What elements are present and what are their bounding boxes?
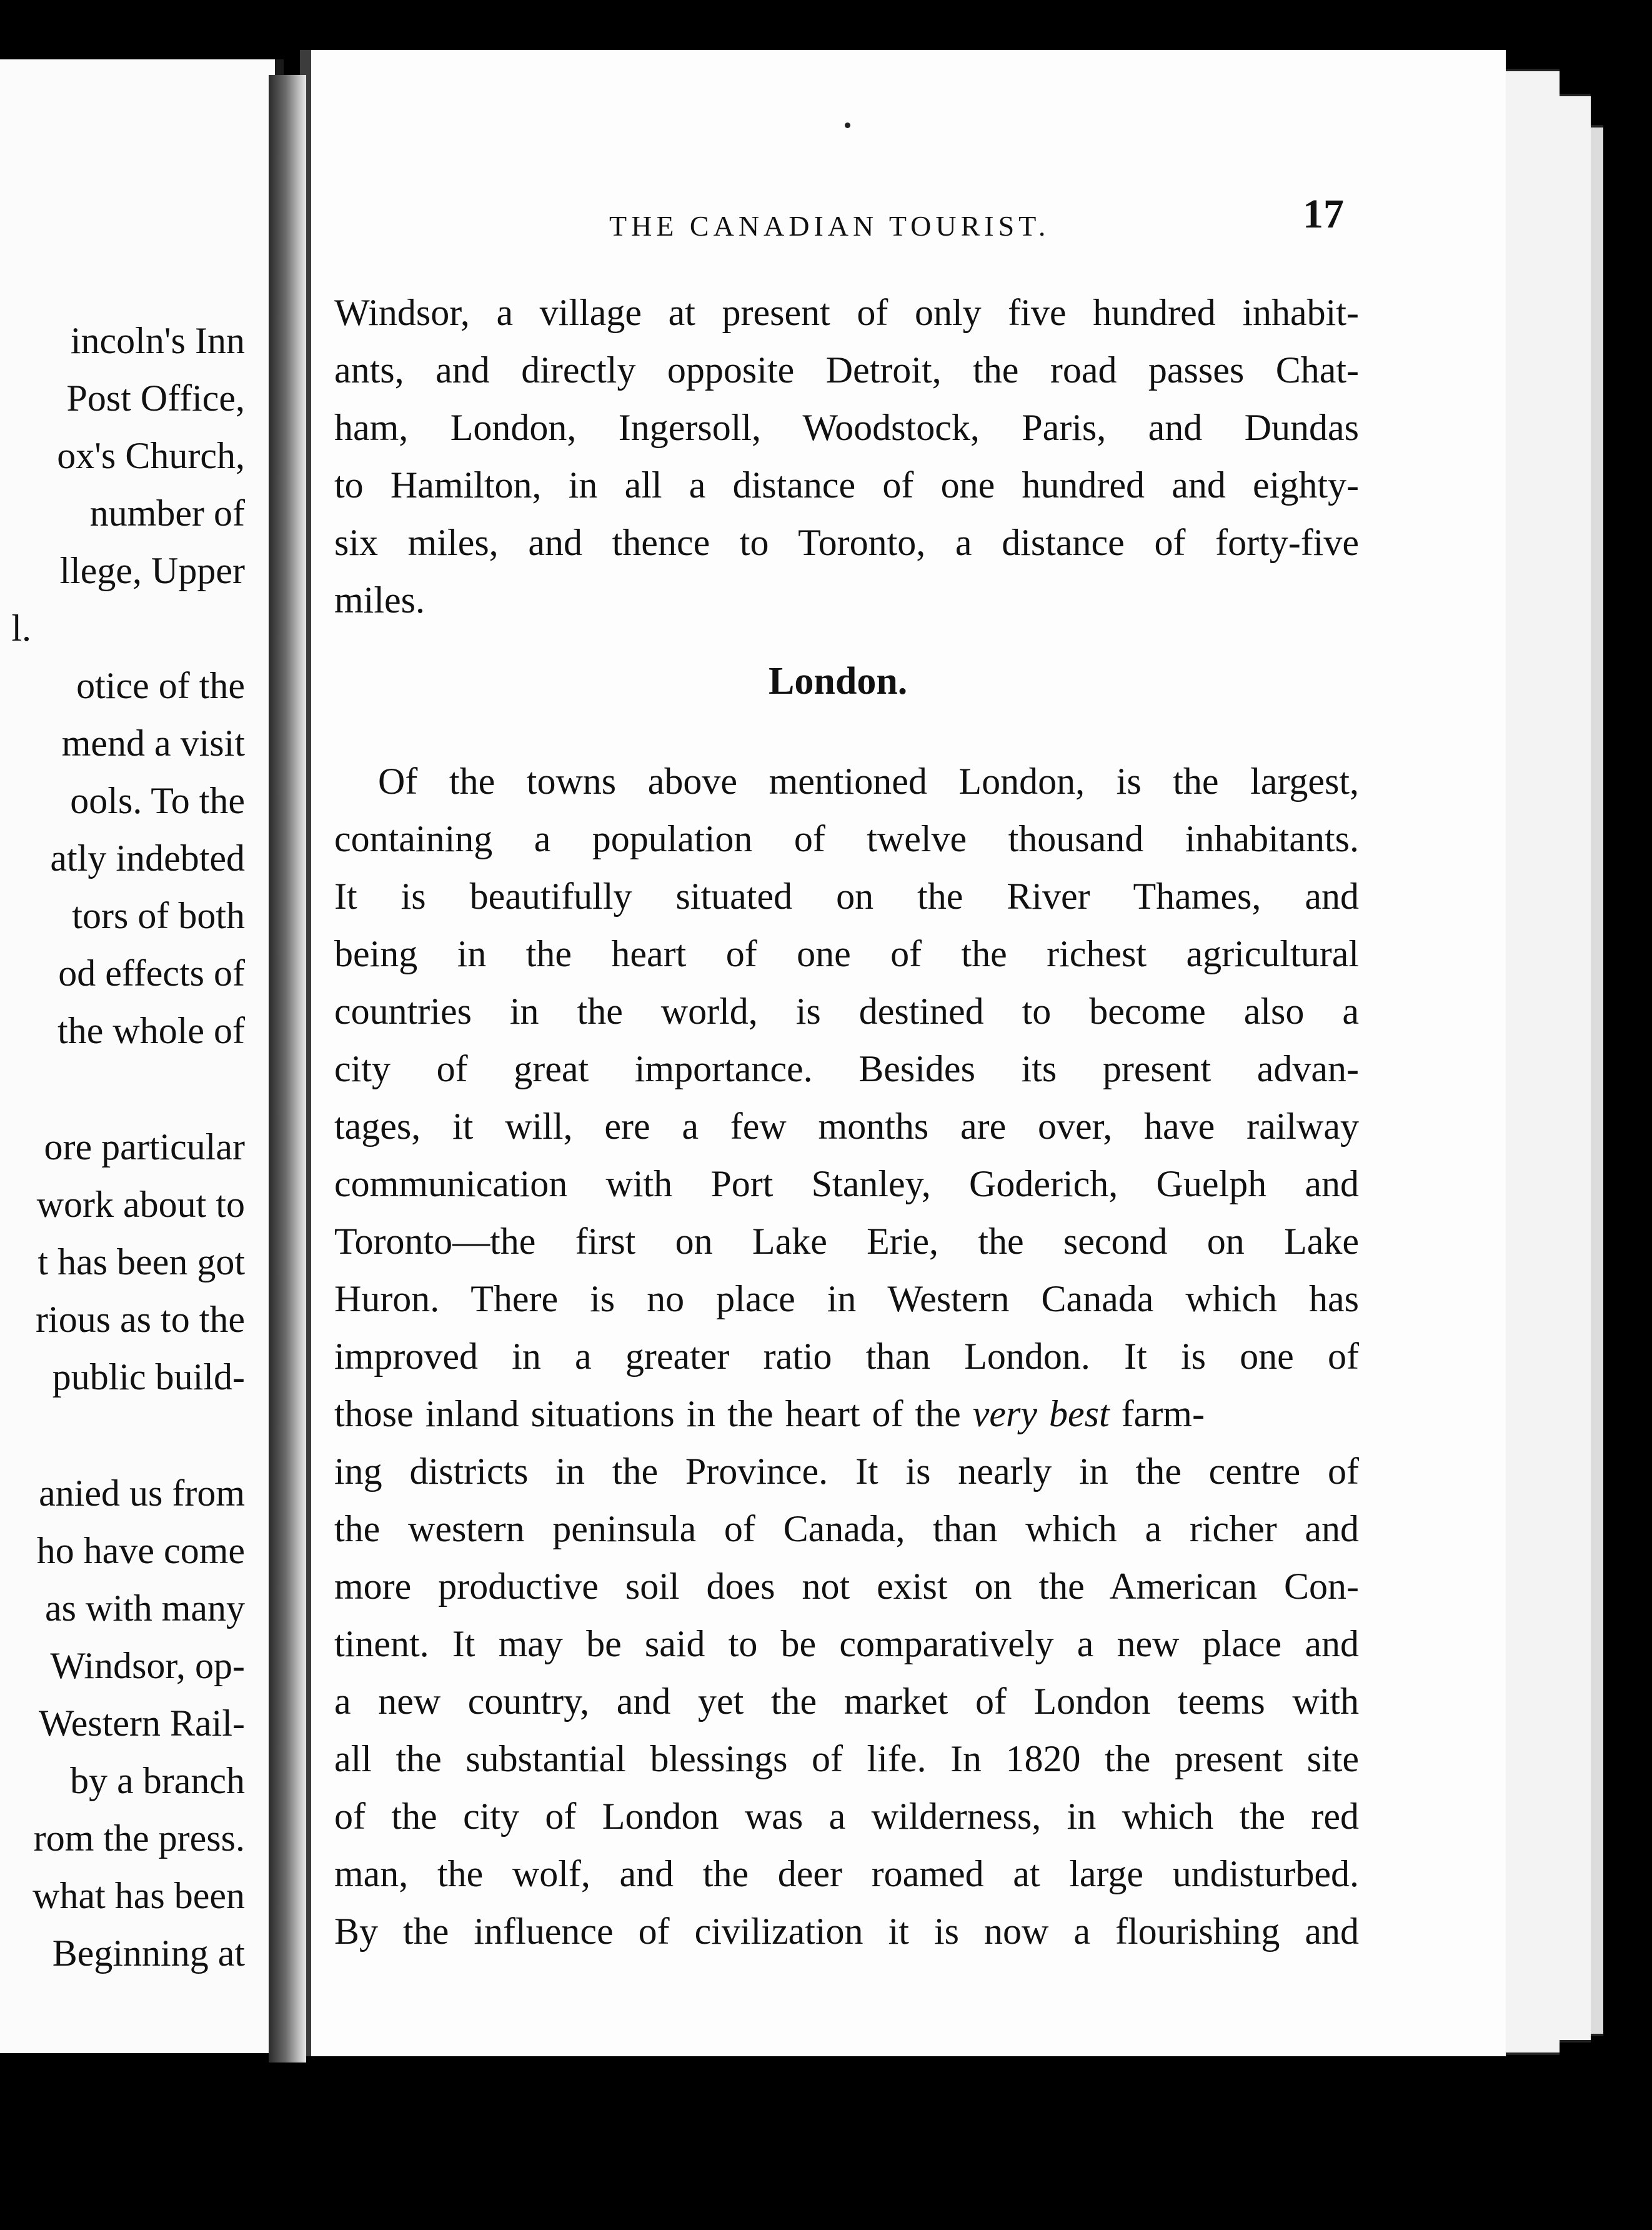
text-line: more productive soil does not exist on the American Con- bbox=[334, 1566, 1359, 1607]
text-line: to Hamilton, in all a distance of one hundred and eighty- bbox=[334, 464, 1359, 506]
left-page-line: t has been got bbox=[37, 1241, 245, 1282]
left-page-line: Post Office, bbox=[66, 378, 245, 419]
left-page-line: as with many bbox=[45, 1588, 245, 1629]
left-page-line: rious as to the bbox=[36, 1299, 245, 1340]
left-page-line: work about to bbox=[36, 1184, 245, 1225]
left-page-line: Windsor, op- bbox=[50, 1645, 245, 1686]
left-page-line: Western Rail- bbox=[38, 1702, 245, 1744]
text-line: being in the heart of one of the richest agricultural bbox=[334, 933, 1359, 974]
text-line: the western peninsula of Canada, than which a richer and bbox=[334, 1508, 1359, 1549]
left-page-line: l. bbox=[11, 608, 31, 649]
text-line: ing districts in the Province. It is nearly in the centre of bbox=[334, 1451, 1359, 1492]
left-page-line: the whole of bbox=[57, 1010, 245, 1051]
text-line: man, the wolf, and the deer roamed at large undisturbed. bbox=[334, 1853, 1359, 1894]
text-line: miles. bbox=[334, 579, 425, 621]
left-page-line: incoln's Inn bbox=[70, 320, 245, 361]
text-line: a new country, and yet the market of London teems with bbox=[334, 1681, 1359, 1722]
text-line: six miles, and thence to Toronto, a distance of forty-five bbox=[334, 522, 1359, 563]
text-line: It is beautifully situated on the River Thames, and bbox=[334, 876, 1359, 917]
text-line: By the influence of civilization it is now a flourishing and bbox=[334, 1911, 1359, 1952]
left-page-line: what has been bbox=[32, 1875, 245, 1916]
text-line: ants, and directly opposite Detroit, the road passes Chat- bbox=[334, 349, 1359, 391]
running-head: THE CANADIAN TOURIST. bbox=[609, 210, 1050, 242]
left-page-line: Beginning at bbox=[52, 1932, 245, 1974]
page-edge bbox=[1500, 69, 1560, 2055]
left-page-line: llege, Upper bbox=[59, 550, 245, 591]
text-segment: farm- bbox=[1121, 1393, 1205, 1434]
text-line: Toronto—the first on Lake Erie, the second on Lake bbox=[334, 1221, 1359, 1262]
text-line: tinent. It may be said to be comparatively a new place and bbox=[334, 1623, 1359, 1664]
text-line: countries in the world, is destined to become also a bbox=[334, 991, 1359, 1032]
ink-speck bbox=[845, 122, 850, 128]
left-page-line: anied us from bbox=[39, 1472, 245, 1514]
left-page-line: atly indebted bbox=[50, 838, 245, 879]
left-page-line: ools. To the bbox=[70, 780, 245, 821]
left-page-line: otice of the bbox=[76, 665, 245, 706]
emphasis-text: very best bbox=[972, 1393, 1110, 1434]
text-line: all the substantial blessings of life. In 1820 the present site bbox=[334, 1738, 1359, 1779]
left-page-line: rom the press. bbox=[33, 1818, 245, 1859]
left-page-line: tors of both bbox=[72, 895, 245, 936]
text-line: Windsor, a village at present of only five hundred inhabit- bbox=[334, 292, 1359, 333]
left-page-line: public build- bbox=[52, 1356, 245, 1398]
text-line: city of great importance. Besides its present advan- bbox=[334, 1048, 1359, 1089]
text-line: ham, London, Ingersoll, Woodstock, Paris, and Dundas bbox=[334, 407, 1359, 448]
text-line: containing a population of twelve thousand inhabitants. bbox=[334, 818, 1359, 859]
text-line: Of the towns above mentioned London, is the largest, bbox=[378, 761, 1359, 802]
previous-page bbox=[0, 59, 284, 2053]
gutter-shadow bbox=[269, 75, 306, 2062]
page-number: 17 bbox=[1303, 191, 1344, 237]
left-page-line: mend a visit bbox=[61, 722, 245, 764]
text-line: improved in a greater ratio than London. It is one of bbox=[334, 1336, 1359, 1377]
left-page-line: ho have come bbox=[36, 1530, 245, 1571]
section-heading: London. bbox=[769, 660, 908, 702]
left-page-line: ore particular bbox=[44, 1126, 245, 1168]
text-line: communication with Port Stanley, Goderich, Guelph and bbox=[334, 1163, 1359, 1204]
left-page-line: number of bbox=[89, 492, 245, 534]
text-line bbox=[334, 1395, 1359, 1432]
left-page-line: od effects of bbox=[58, 952, 245, 994]
left-page-line: ox's Church, bbox=[57, 435, 245, 476]
text-line: of the city of London was a wilderness, in which the red bbox=[334, 1796, 1359, 1837]
left-page-line: by a branch bbox=[70, 1760, 245, 1801]
text-segment: those inland situations in the heart of the bbox=[334, 1393, 961, 1434]
text-line: tages, it will, ere a few months are over, have railway bbox=[334, 1106, 1359, 1147]
text-line: Huron. There is no place in Western Canada which has bbox=[334, 1278, 1359, 1319]
